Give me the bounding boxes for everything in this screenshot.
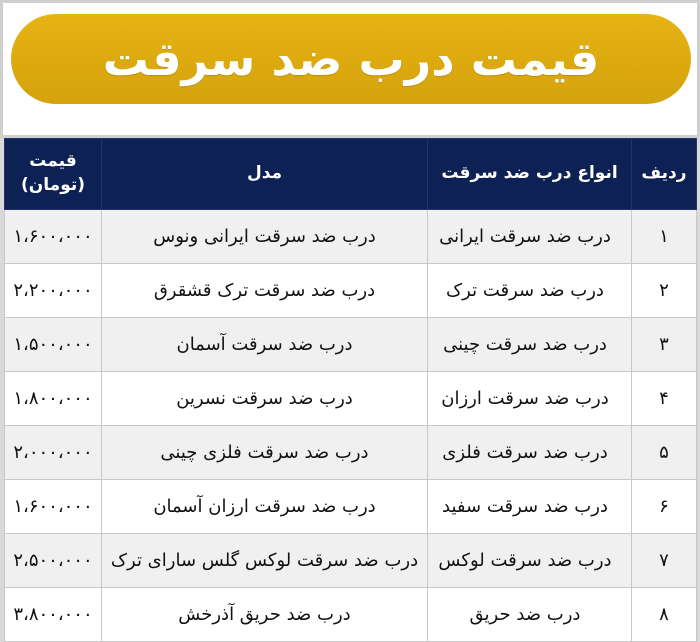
table-row <box>5 372 697 426</box>
table-row <box>5 318 697 372</box>
header-price <box>5 139 102 210</box>
door-type: درب ضد سرقت فلزی <box>428 426 632 480</box>
door-price: ۳،۸۰۰،۰۰۰ <box>5 588 102 642</box>
header-price-unit: (تومان) <box>21 175 85 195</box>
door-type: درب ضد سرقت لوکس <box>428 534 632 588</box>
header-price-label: قیمت <box>29 151 77 172</box>
door-model: درب ضد سرقت آسمان <box>102 318 428 372</box>
row-number: ۸ <box>632 588 697 642</box>
door-model: درب ضد سرقت ایرانی ونوس <box>102 210 428 264</box>
row-number: ۲ <box>632 264 697 318</box>
door-type: درب ضد سرقت ارزان <box>428 372 632 426</box>
door-price: ۱،۵۰۰،۰۰۰ <box>5 318 102 372</box>
door-type: درب ضد سرقت ایرانی <box>428 210 632 264</box>
door-model: درب ضد سرقت ارزان آسمان <box>102 480 428 534</box>
door-model: درب ضد سرقت ترک قشقرق <box>102 264 428 318</box>
header-door-type: انواع درب ضد سرقت <box>428 139 632 210</box>
row-number: ۳ <box>632 318 697 372</box>
row-number: ۱ <box>632 210 697 264</box>
title-banner <box>11 14 691 104</box>
price-table <box>4 138 697 642</box>
table-row <box>5 210 697 264</box>
table-row <box>5 534 697 588</box>
table-row <box>5 426 697 480</box>
door-type: درب ضد حریق <box>428 588 632 642</box>
page-title: قیمت درب ضد سرقت <box>102 32 600 86</box>
door-price: ۱،۸۰۰،۰۰۰ <box>5 372 102 426</box>
door-price: ۲،۵۰۰،۰۰۰ <box>5 534 102 588</box>
door-price: ۲،۲۰۰،۰۰۰ <box>5 264 102 318</box>
header-row-number: ردیف <box>632 139 697 210</box>
table-header-row <box>5 139 697 210</box>
door-model: درب ضد سرقت نسرین <box>102 372 428 426</box>
door-model: درب ضد سرقت فلزی چینی <box>102 426 428 480</box>
row-number: ۴ <box>632 372 697 426</box>
door-price: ۱،۶۰۰،۰۰۰ <box>5 210 102 264</box>
door-type: درب ضد سرقت سفید <box>428 480 632 534</box>
row-number: ۶ <box>632 480 697 534</box>
row-number: ۷ <box>632 534 697 588</box>
row-number: ۵ <box>632 426 697 480</box>
door-type: درب ضد سرقت ترک <box>428 264 632 318</box>
header-model: مدل <box>102 139 428 210</box>
table-row <box>5 588 697 642</box>
table-row <box>5 264 697 318</box>
door-price: ۱،۶۰۰،۰۰۰ <box>5 480 102 534</box>
door-model: درب ضد حریق آذرخش <box>102 588 428 642</box>
table-row <box>5 480 697 534</box>
door-price: ۲،۰۰۰،۰۰۰ <box>5 426 102 480</box>
door-model: درب ضد سرقت لوکس گلس سارای ترک <box>102 534 428 588</box>
door-type: درب ضد سرقت چینی <box>428 318 632 372</box>
